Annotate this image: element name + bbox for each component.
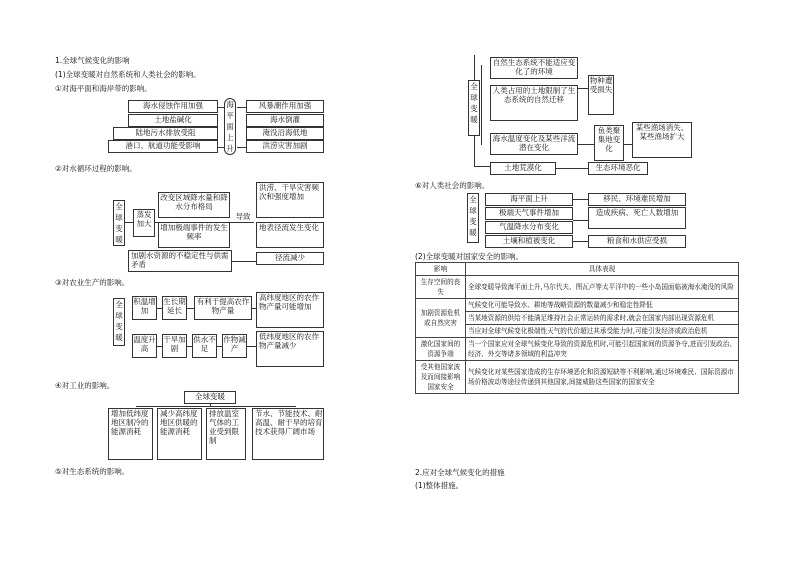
eco-species-loss-box: 物种遭受损失 [588, 75, 614, 115]
agriculture-title: ③对农业生产的影响。 [55, 278, 130, 287]
connector-line [157, 308, 162, 309]
agri-water-shortage: 供水不足 [192, 334, 217, 358]
section-heading: 1.全球气候变化的影响 [55, 56, 130, 65]
extreme-events-box: 增加极端事件的发生频率 [158, 222, 230, 248]
agri-temp-rise: 温度升高 [132, 334, 157, 358]
table-row-text: 气候变化可能导致水、耕地等战略资源的数量减少和稳定性降低 [466, 299, 739, 312]
industry-item: 增加低纬度地区制冷的能源消耗 [108, 408, 153, 460]
connector-line [556, 168, 588, 169]
connector-line [247, 346, 256, 347]
table-row-label: 受其他国家波及而间接影响国家安全 [416, 361, 466, 394]
ecosystem-title: ⑤对生态系统的影响。 [55, 467, 130, 476]
sea-level-rise-box: 海平面上升 [224, 98, 236, 155]
eco-worse-box: 生态环境恶化 [588, 162, 648, 175]
water-root-box: 全球变暖 [113, 200, 125, 246]
sea-left-item: 陆地污水排放受阻 [113, 127, 218, 140]
sea-left-item: 海水侵蚀作用加强 [128, 100, 218, 113]
runoff-change-box: 地表径流发生变化 [256, 222, 324, 248]
connector-line [136, 406, 296, 407]
water-cycle-title: ②对水循环过程的影响。 [55, 164, 137, 173]
precip-pattern-box: 改变区域降水量和降水分布格局 [158, 192, 230, 218]
eco-adapt-box: 自然生态系统不能适应变化了的环境 [490, 57, 578, 79]
table-row-text: 气候变化对某些国家造成的生存环境恶化和资源短缺等不利影响,通过环境难民、国际资源市场价格波动等途径传递到其他国家,间接威胁这些国家的国家安全 [466, 361, 739, 394]
society-sea-rise: 海平面上升 [485, 193, 573, 206]
industry-item: 排放温室气体的工业受到限制 [206, 408, 246, 460]
society-title: ⑥对人类社会的影响。 [415, 181, 490, 190]
table-header-row [416, 263, 739, 276]
evaporation-box: 蒸发加大 [133, 209, 155, 237]
table-row [416, 361, 739, 394]
connector-line [218, 107, 224, 108]
society-soil-veg: 土壤和植被变化 [485, 235, 573, 248]
connector-line [232, 261, 256, 262]
security-table [415, 262, 739, 394]
sea-right-item: 海水倒灌 [246, 114, 324, 127]
society-extreme-weather: 极端天气事件增加 [485, 207, 573, 220]
eco-root-box: 全球变暖 [468, 80, 480, 136]
table-row [416, 276, 739, 299]
table-row-label: 生存空间的丧失 [416, 276, 466, 299]
industry-item: 减少高纬度地区供暖的能源消耗 [157, 408, 202, 460]
connector-line [187, 346, 192, 347]
measures-title: 2.应对全球气候变化的措施 [415, 468, 505, 477]
society-migration: 移民、环境难民增加 [588, 193, 686, 206]
sea-left-item: 港口、航道功能受影响 [108, 140, 218, 153]
connector-line [125, 222, 133, 223]
connector-line [474, 166, 490, 167]
eco-desert-box: 土地荒漠化 [490, 162, 556, 175]
sea-right-item: 淹没沿海低地 [246, 127, 324, 140]
connector-line [578, 144, 594, 145]
table-row-label: 激化国家间的资源争端 [416, 338, 466, 361]
agri-root-box: 全球变暖 [113, 298, 125, 346]
sea-level-title: ①对海平面和海岸带的影响。 [55, 84, 152, 93]
measures-subtitle: (1)整体措施。 [415, 481, 464, 490]
industry-root-box: 全球变暖 [184, 391, 236, 404]
connector-line [210, 404, 211, 407]
table-row-text: 当应对全球气候变化极端性天气的代价超过其承受能力时,可能引发经济或政治危机 [466, 325, 739, 338]
connector-line [187, 308, 194, 309]
connector-line [573, 241, 588, 242]
sea-right-item: 风暴潮作用加强 [246, 100, 324, 113]
connector-line [237, 107, 246, 108]
table-header-cell: 具体表现 [466, 263, 739, 276]
eco-land-box: 人类占用的土地限制了生态系统的自然迁移 [490, 85, 578, 121]
table-row-label: 加剧资源危机或自然灾害 [416, 299, 466, 338]
agri-growing-season: 生长期延长 [162, 296, 187, 320]
eco-fishery-box: 某些渔场消失、某些渔场扩大 [632, 122, 692, 158]
table-row [416, 338, 739, 361]
subheading-natural-impact: (1)全球变暖对自然系统和人类社会的影响。 [55, 70, 201, 79]
security-title: (2)全球变暖对国家安全的影响。 [415, 252, 524, 261]
table-header-cell: 影响 [416, 263, 466, 276]
table-row-text: 全球变暖导致海平面上升,马尔代夫、图瓦卢等太平洋中的一些小岛国面临被海水淹没的风险 [466, 276, 739, 299]
lead-to-label: 导致 [235, 212, 251, 221]
flood-drought-box: 洪涝、干旱灾害频次和强度增加 [256, 182, 324, 218]
connector-line [252, 308, 256, 309]
agri-low-lat-decrease: 低纬度地区的农作物产量减少 [256, 331, 324, 367]
connector-line [474, 55, 475, 80]
eco-fish-box: 鱼类聚集地变化 [594, 125, 624, 161]
society-food-water: 粮食和水供应受损 [588, 235, 686, 248]
industry-title: ④对工业的影响。 [55, 381, 115, 390]
agri-high-lat-increase: 高纬度地区的农作物产量可能增加 [256, 292, 324, 328]
agri-drought-worse: 干旱加剧 [162, 334, 187, 358]
connector-line [573, 199, 588, 200]
society-disease: 造成疾病、死亡人数增加 [588, 207, 686, 229]
connector-line [474, 136, 475, 166]
agri-raise-yield: 有利于提高农作物产量 [194, 296, 252, 320]
connector-line [217, 346, 222, 347]
table-row [416, 299, 739, 312]
connector-line [218, 147, 224, 148]
society-temp-precip: 气温降水分布变化 [485, 221, 573, 234]
eco-ocean-temp-box: 海水温度变化及某些洋流潜在变化 [490, 133, 578, 155]
agri-crop-decline: 作物减产 [222, 334, 247, 358]
connector-line [573, 220, 588, 221]
table-row-text: 当某地资源的供给不能满足维持社会正常运转的需求时,就会在国家内部出现资源危机 [466, 312, 739, 325]
connector-line [230, 222, 254, 223]
water-conflict-box: 加剧水资源的不稳定性与供需矛盾 [128, 250, 232, 272]
connector-line [624, 144, 632, 145]
table-row-text: 当一个国家应对全球气候变化导致的资源危机时,可能引起国家间的资源争夺,进而引发政治、经济、外交等诸多领域的利益冲突 [466, 338, 739, 361]
runoff-decrease-box: 径流减少 [256, 252, 324, 265]
connector-line [578, 88, 588, 89]
agri-accumulated-temp: 积温增加 [132, 296, 157, 320]
industry-item: 节水、节能技术、耐高温、耐干旱的培育技术获得广阔市场 [252, 408, 324, 460]
society-root-box: 全球变暖 [467, 193, 479, 243]
sea-left-item: 土地盐碱化 [128, 114, 218, 127]
connector-line [157, 346, 162, 347]
connector-line [481, 65, 482, 145]
sea-right-item: 洪涝灾害加剧 [246, 140, 324, 153]
connector-line [237, 147, 246, 148]
